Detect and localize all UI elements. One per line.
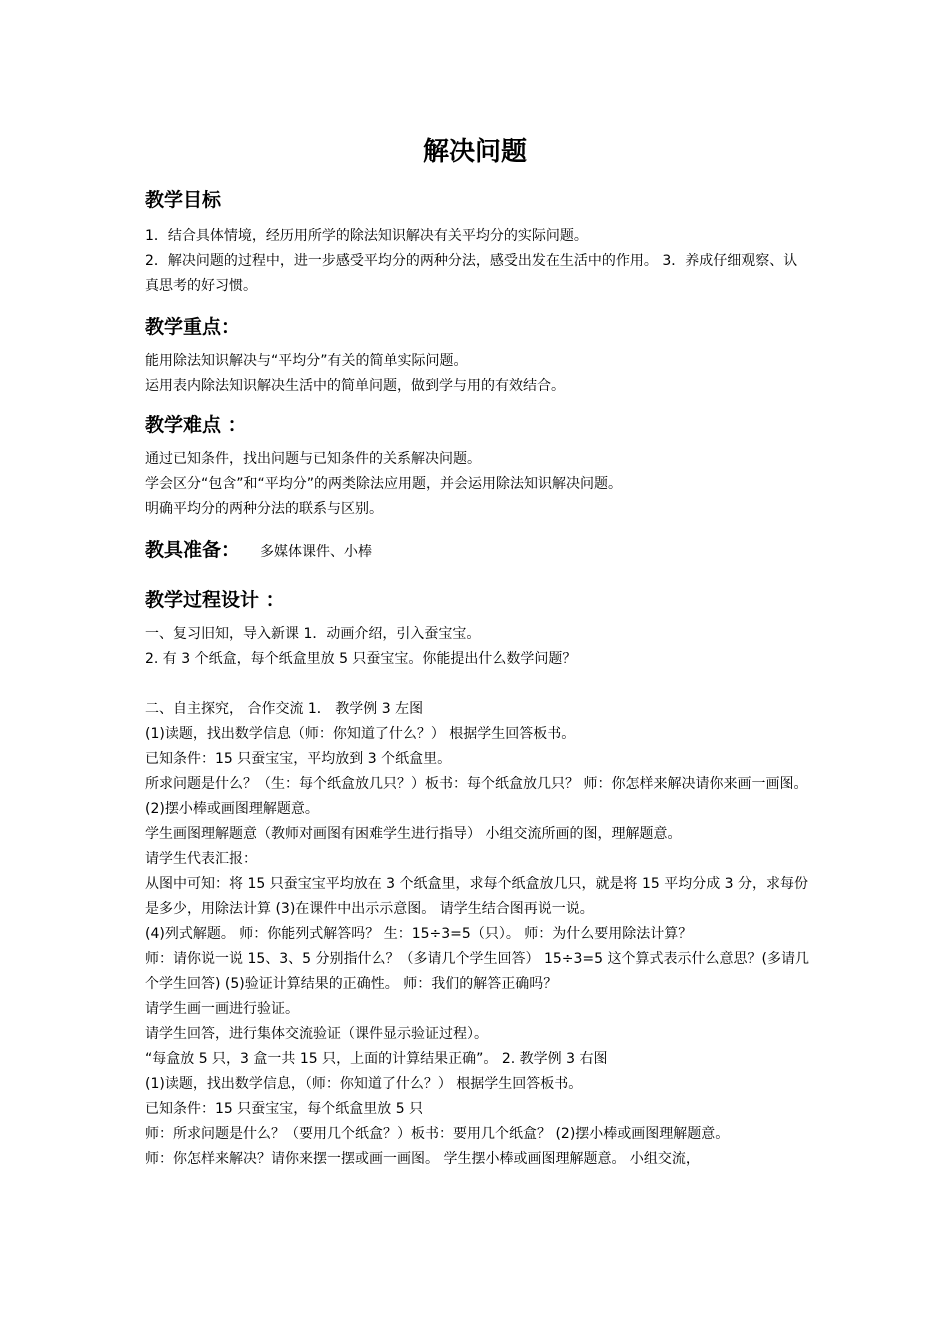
process-line: (1)读题，找出数学信息，（师：你知道了什么？） 根据学生回答板书。 [145,1076,583,1092]
difficulties-line: 通过已知条件，找出问题与已知条件的关系解决问题。 [145,451,481,467]
process-line: 一、复习旧知，导入新课 1．动画介绍，引入蚕宝宝。 [145,626,481,642]
process-line: 师：所求问题是什么？（要用几个纸盒？）板书：要用几个纸盒？ (2)摆小棒或画图理解题意。 [145,1126,730,1142]
objectives-line: 1．结合具体情境，经历用所学的除法知识解决有关平均分的实际问题。 [145,228,588,244]
section-key-points [145,313,810,399]
tools-heading: 教具准备： [145,539,241,561]
process-line: 请学生代表汇报： [145,851,257,867]
difficulties-line: 明确平均分的两种分法的联系与区别。 [145,501,383,517]
process-line: 所求问题是什么？（生：每个纸盒放几只？）板书：每个纸盒放几只？ 师：你怎样来解决请你来画一画图。 [145,776,808,792]
process-heading: 教学过程设计 ： [145,589,285,611]
key-points-heading: 教学重点： [145,316,241,338]
process-line: (1)读题，找出数学信息（师：你知道了什么？） 根据学生回答板书。 [145,726,576,742]
process-line: 请学生画一画进行验证。 [145,1001,299,1017]
process-line: 从图中可知：将 15 只蚕宝宝平均放在 3 个纸盒里，求每个纸盒放几只，就是将 15 平均分成 3 分，求每份是多少，用除法计算 (3)在课件中出示示意图。 请学生结合图再说一说。 [145,876,809,917]
objectives-line: 2．解决问题的过程中，进一步感受平均分的两种分法，感受出发在生活中的作用。 3．养成仔细观察、认真思考的好习惯。 [145,253,798,294]
process-line: “每盒放 5 只，3 盒一共 15 只，上面的计算结果正确”。 2. 教学例 3 右图 [145,1051,608,1067]
process-line: 已知条件：15 只蚕宝宝，平均放到 3 个纸盒里。 [145,751,452,767]
process-line: 2. 有 3 个纸盒，每个纸盒里放 5 只蚕宝宝。你能提出什么数学问题？ [145,651,577,667]
process-line: 师：请你说一说 15、3、5 分别指什么？（多请几个学生回答） 15÷3=5 这个算式表示什么意思？(多请几个学生回答) (5)验证计算结果的正确性。 师：我们的解答正确吗？ [145,951,809,992]
process-line: 学生画图理解题意（教师对画图有困难学生进行指导） 小组交流所画的图，理解题意。 [145,826,682,842]
key-points-line: 运用表内除法知识解决生活中的简单问题，做到学与用的有效结合。 [145,378,565,394]
process-line: 二、自主探究， 合作交流 1． 教学例 3 左图 [145,701,424,717]
page-title: 解决问题 [422,137,527,167]
difficulties-line: 学会区分“包含”和“平均分”的两类除法应用题，并会运用除法知识解决问题。 [145,476,623,492]
process-line: 师：你怎样来解决？请你来摆一摆或画一画图。 学生摆小棒或画图理解题意。 小组交流， [145,1151,700,1167]
section-objectives [145,186,810,299]
process-line: (4)列式解题。 师：你能列式解答吗？ 生：15÷3=5（只）。 师：为什么要用除法计算？ [145,926,693,942]
section-tools [145,536,810,564]
tools-text: 多媒体课件、小棒 [260,544,373,560]
section-process [145,586,810,1172]
difficulties-heading: 教学难点 ： [145,414,247,436]
process-line: 已知条件：15 只蚕宝宝，每个纸盒里放 5 只 [145,1101,424,1117]
objectives-heading: 教学目标 [145,189,222,211]
process-line: (2)摆小棒或画图理解题意。 [145,801,319,817]
section-difficulties [145,411,810,522]
key-points-line: 能用除法知识解决与“平均分”有关的简单实际问题。 [145,353,468,369]
process-line: 请学生回答，进行集体交流验证（课件显示验证过程）。 [145,1026,488,1042]
